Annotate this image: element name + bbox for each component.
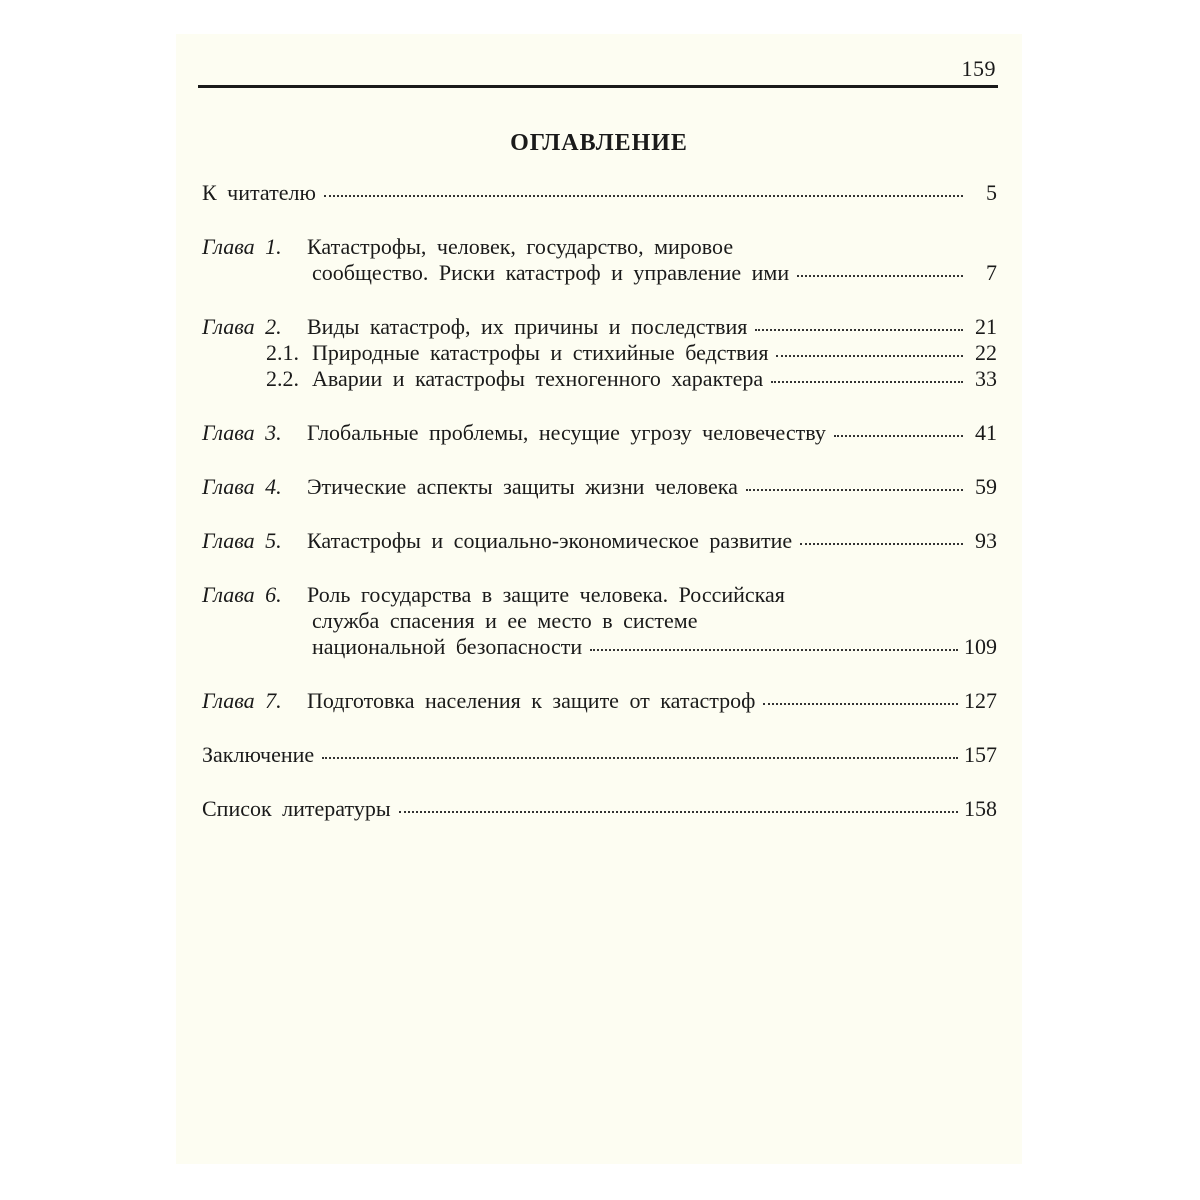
toc-page-number: 41 [975, 420, 997, 445]
toc-entry-text: Заключение [202, 742, 315, 767]
toc-entry-chapter-4 [202, 474, 997, 500]
toc-entry-conclusion [202, 742, 997, 768]
toc-entry-text: Роль государства в защите человека. Российская [307, 582, 785, 607]
dot-leader [800, 543, 963, 545]
dot-leader [399, 811, 958, 813]
header-rule [198, 85, 998, 88]
toc-page-number: 5 [986, 180, 997, 205]
toc-page-number: 7 [986, 260, 997, 285]
toc-subsection-2-2 [202, 366, 997, 392]
page-title: ОГЛАВЛЕНИЕ [510, 130, 688, 156]
chapter-label: Глава 3. [202, 420, 282, 445]
section-number: 2.2. [266, 366, 299, 391]
chapter-label: Глава 2. [202, 314, 282, 339]
toc-entry-text: Катастрофы, человек, государство, мировое [307, 234, 734, 259]
dot-leader [755, 329, 963, 331]
toc-page-number: 158 [964, 796, 997, 821]
toc-page-number: 22 [975, 340, 997, 365]
dot-leader [763, 703, 958, 705]
toc-entry-text: К читателю [202, 180, 316, 205]
dot-leader [776, 355, 963, 357]
chapter-label: Глава 4. [202, 474, 282, 499]
dot-leader [797, 275, 963, 277]
toc-page-number: 93 [975, 528, 997, 553]
table-of-contents [202, 180, 997, 850]
toc-entry-text: служба спасения и ее место в системе [312, 608, 698, 633]
toc-entry-chapter-2 [202, 314, 997, 392]
toc-entry-text: Список литературы [202, 796, 391, 821]
toc-entry-text: Катастрофы и социально-экономическое развитие [307, 528, 793, 553]
chapter-label: Глава 5. [202, 528, 282, 553]
dot-leader [771, 381, 963, 383]
dot-leader [324, 195, 963, 197]
toc-entry-text: национальной безопасности [312, 634, 583, 659]
dot-leader [322, 757, 958, 759]
page-number: 159 [961, 56, 996, 81]
toc-page-number: 157 [964, 742, 997, 767]
toc-entry-text: Природные катастрофы и стихийные бедствия [312, 340, 769, 365]
toc-entry-text: сообщество. Риски катастроф и управление ими [312, 260, 790, 285]
toc-entry-chapter-6 [202, 582, 997, 660]
section-number: 2.1. [266, 340, 299, 365]
toc-page-number: 21 [975, 314, 997, 339]
toc-page-number: 33 [975, 366, 997, 391]
chapter-label: Глава 6. [202, 582, 282, 607]
toc-page-number: 59 [975, 474, 997, 499]
toc-entry-chapter-3 [202, 420, 997, 446]
toc-entry-text: Аварии и катастрофы техногенного характера [312, 366, 764, 391]
toc-page-number: 109 [964, 634, 997, 659]
toc-entry-reader [202, 180, 997, 206]
toc-entry-chapter-1 [202, 234, 997, 286]
dot-leader [590, 649, 958, 651]
toc-entry-text: Глобальные проблемы, несущие угрозу человечеству [307, 420, 826, 445]
toc-entry-references [202, 796, 997, 822]
toc-entry-chapter-5 [202, 528, 997, 554]
chapter-label: Глава 1. [202, 234, 282, 259]
chapter-label: Глава 7. [202, 688, 282, 713]
toc-page-number: 127 [964, 688, 997, 713]
toc-entry-text: Подготовка населения к защите от катастроф [307, 688, 756, 713]
book-page [176, 34, 1022, 1164]
toc-entry-chapter-7 [202, 688, 997, 714]
toc-subsection-2-1 [202, 340, 997, 366]
dot-leader [746, 489, 963, 491]
toc-entry-text: Виды катастроф, их причины и последствия [307, 314, 748, 339]
toc-entry-text: Этические аспекты защиты жизни человека [307, 474, 738, 499]
dot-leader [834, 435, 963, 437]
